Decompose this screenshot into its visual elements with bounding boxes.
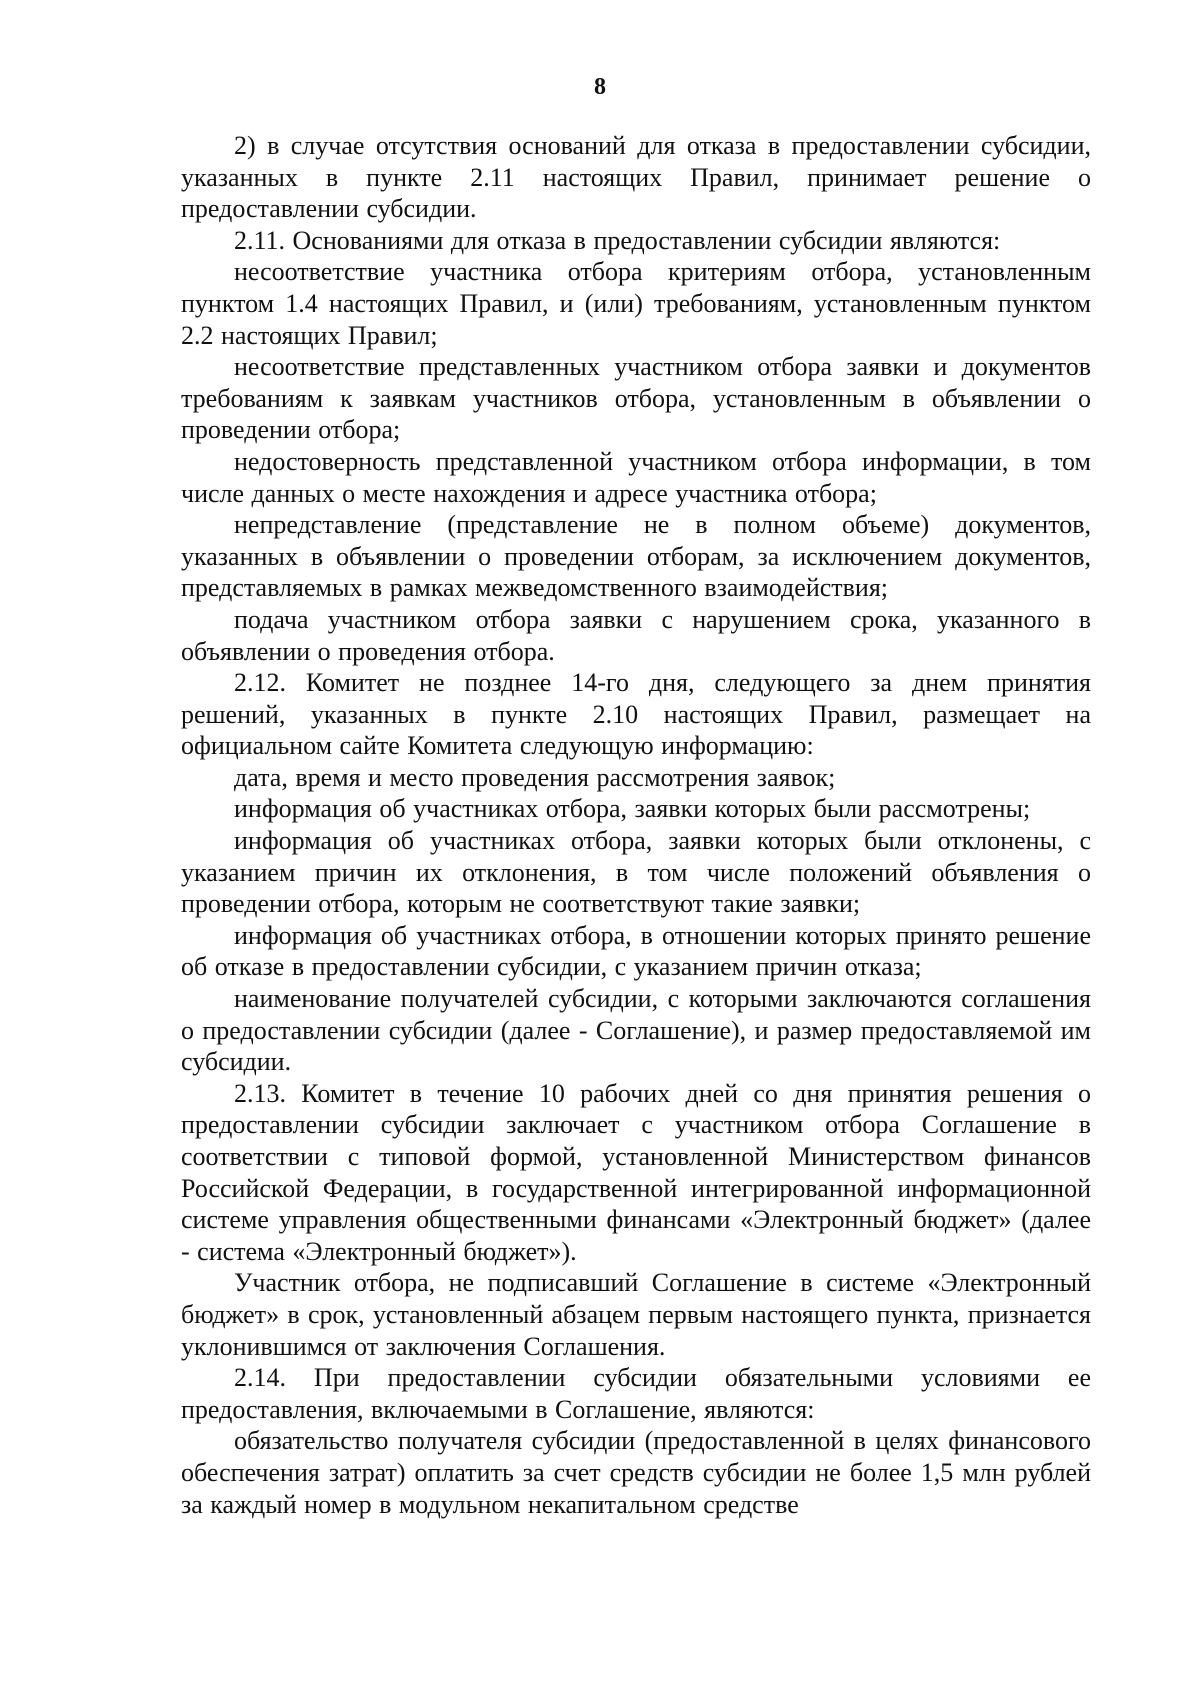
paragraph: 2.14. При предоставлении субсидии обязательными условиями ее предоставления, включаемыми в Соглашение, являются: bbox=[181, 1363, 1091, 1424]
paragraph: недостоверность представленной участником отбора информации, в том числе данных о месте нахождения и адресе участника отбора; bbox=[181, 446, 1091, 508]
paragraph: непредставление (представление не в полном объеме) документов, указанных в объявлении о проведении отборам, за исключением документов, представляемых в рамках межведомственного взаимодействия; bbox=[181, 510, 1091, 603]
paragraph: подача участником отбора заявки с нарушением срока, указанного в объявлении о проведения отбора. bbox=[181, 604, 1091, 666]
paragraph: информация об участниках отбора, заявки которых были отклонены, с указанием причин их отклонения, в том числе положений объявления о проведении отбора, которым не соответствуют такие заявки; bbox=[181, 826, 1091, 919]
document-body bbox=[181, 130, 1091, 1520]
paragraph: Участник отбора, не подписавший Соглашение в системе «Электронный бюджет» в срок, установленный абзацем первым настоящего пункта, признается уклонившимся от заключения Соглашения. bbox=[181, 1268, 1091, 1361]
paragraph: несоответствие участника отбора критериям отбора, установленным пунктом 1.4 настоящих Правил, и (или) требованиям, установленным пунктом 2.2 настоящих Правил; bbox=[181, 257, 1091, 350]
paragraph: 2) в случае отсутствия оснований для отказа в предоставлении субсидии, указанных в пункте 2.11 настоящих Правил, принимает решение о предоставлении субсидии. bbox=[181, 131, 1091, 224]
paragraph: несоответствие представленных участником отбора заявки и документов требованиям к заявкам участников отбора, установленным в объявлении о проведении отбора; bbox=[181, 352, 1091, 445]
paragraph: обязательство получателя субсидии (предоставленной в целях финансового обеспечения затрат) оплатить за счет средств субсидии не более 1,5 млн рублей за каждый номер в модульном некапитальном средстве bbox=[181, 1426, 1091, 1519]
paragraph: информация об участниках отбора, заявки которых были рассмотрены; bbox=[234, 794, 1031, 824]
paragraph: информация об участниках отбора, в отношении которых принято решение об отказе в предоставлении субсидии, с указанием причин отказа; bbox=[181, 920, 1091, 982]
paragraph: наименование получателей субсидии, с которыми заключаются соглашения о предоставлении субсидии (далее - Соглашение), и размер предоставляемой им субсидии. bbox=[181, 984, 1091, 1077]
page-number: 8 bbox=[594, 74, 606, 100]
paragraph: дата, время и место проведения рассмотрения заявок; bbox=[234, 762, 836, 792]
paragraph: 2.12. Комитет не позднее 14-го дня, следующего за днем принятия решений, указанных в пункте 2.10 настоящих Правил, размещает на официальном сайте Комитета следующую информацию: bbox=[181, 668, 1091, 761]
paragraph: 2.13. Комитет в течение 10 рабочих дней со дня принятия решения о предоставлении субсидии заключает с участником отбора Соглашение в соответствии с типовой формой, установленной Министерством финансов Российской Федерации, в государственной интегрированной информационной системе управления общественными финансами «Электронный бюджет» (далее - система «Электронный бюджет»). bbox=[181, 1078, 1091, 1266]
paragraph: 2.11. Основаниями для отказа в предоставлении субсидии являются: bbox=[234, 225, 1001, 255]
